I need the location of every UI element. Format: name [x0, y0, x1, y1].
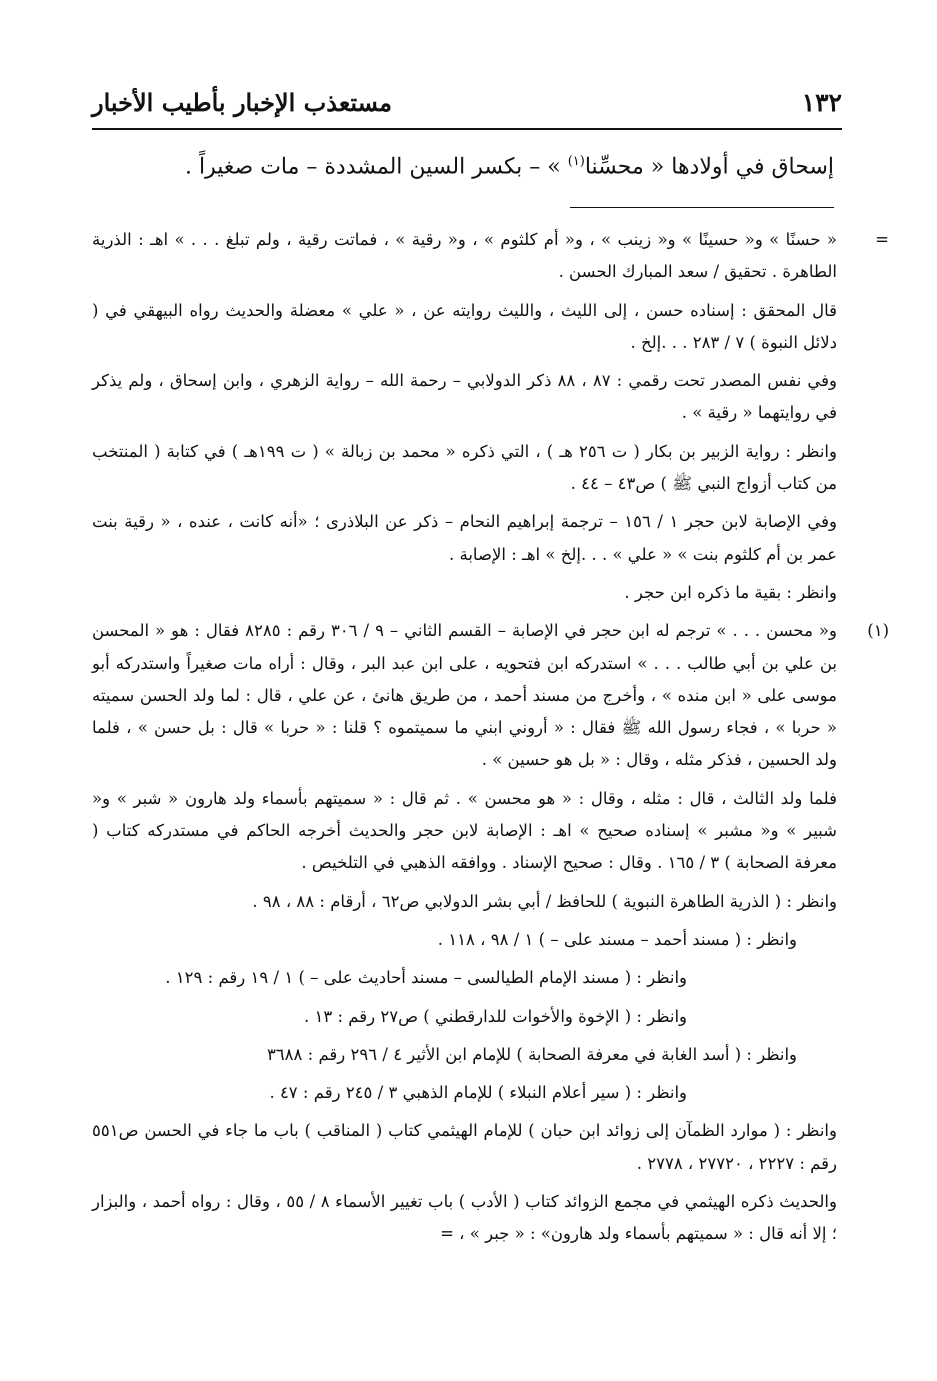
footnote-line: الحسن ص٥٥١ رقم : ٢٢٢٧ ، ٢٧٧٢٠ ، ٢٧٧٨ .: [92, 1121, 837, 1173]
footnote-separator: [570, 207, 834, 208]
footnote-paragraph: [92, 577, 837, 609]
footnote-line: ( المنتخب من كتاب أزواج النبي ﷺ ) ص٤٣ – ٤٤ .: [92, 441, 837, 494]
footnote-paragraph: [92, 506, 837, 571]
footnote-line: وفي الإصابة لابن حجر ١ / ١٥٦ – ترجمة إبراهيم النحام – ذكر عن البلاذرى ؛ «أنه كانت ،: [227, 512, 837, 532]
footnote-paragraph: [92, 886, 837, 918]
footnote-line: قال المحقق : إسناده حسن ، إلى الليث ، والليث روايته عن ، « علي » معضلة والحديث رواه: [189, 300, 837, 320]
footnote-paragraph: [92, 365, 837, 430]
book-title: مستعذب الإخبار بأطيب الأخبار: [92, 88, 392, 117]
main-text: [92, 142, 834, 187]
header-rule: [92, 128, 842, 130]
footnote-line: و« محسن . . . » ترجم له ابن حجر في الإصابة – القسم الثاني – ٩ / ٣٠٦ رقم : ٨٢٨٥ فقال :: [194, 621, 837, 641]
footnote-line: وانظر : رواية الزبير بن بكار ( ت ٢٥٦ هـ ) ، التي ذكره « محمد بن زبالة » ( ت ١٩٩هـ ) في كتابة: [166, 441, 837, 461]
footnote-paragraph: [92, 436, 837, 501]
footnote-paragraph: [92, 1115, 837, 1180]
footnote-reference: (١): [567, 154, 585, 169]
footnote-line: وانظر : ( مسند أحمد – مسند على – ) ١ / ٩٨ ، ١١٨ .: [437, 929, 797, 949]
footnote-line: مستدركه كتاب ( معرفة الصحابة ) ٣ / ١٦٥ . وقال : صحيح الإسناد . ووافقه الذهبي في: [92, 821, 837, 873]
footnote-line: هو « المحسن بن علي بن أبي طالب . . . » استدركه ابن فتحويه ، على ابن عبد البر ، وقال :: [92, 621, 837, 673]
footnote-line: رواه أحمد ، والبزار ؛ إلا أنه قال : « سميتهم بأسماء ولد هارون» : « جبر » ، =: [92, 1192, 837, 1244]
footnote-paragraph: [92, 1001, 837, 1033]
footnote-paragraph: [92, 224, 889, 289]
footnote-line: إسحاق ، ولم يذكر في روايتهما « رقية » .: [92, 371, 837, 423]
footnote-line: وانظر : ( مسند الإمام الطيالسى – مسند أحاديث على – ) ١ / ١٩ رقم : ١٢٩ .: [165, 968, 687, 988]
footnote-paragraph: [92, 962, 837, 994]
main-text-end: » – بكسر السين المشددة – مات صغيراً .: [185, 154, 568, 180]
footnote-line: وانظر : ( الذرية الطاهرة النبوية ) للحافظ / أبي بشر الدولابي ص٦٢ ، أرقام : ٨٨ ، ٩٨ .: [252, 891, 837, 911]
footnote-line: ابني ما سميتموه ؟ قلنا : « حربا » قال : بل حسن » ، فلما ولد الحسين ، فذكر مثله ، وقال :: [92, 718, 837, 770]
footnote-line: « بل هو حسين » .: [481, 750, 611, 770]
footnotes: [92, 224, 889, 1257]
footnote-line: « شبر » و« شبير » و« مشبر » إسناده صحيح » اهـ : الإصابة لابن حجر والحديث أخرجه الحاكم في: [92, 788, 837, 841]
footnote-paragraph: [92, 1186, 837, 1251]
footnote-line: وانظر : ( موارد الظمآن إلى زوائد ابن حبان ) للإمام الهيثمي كتاب ( المناقب ) باب ما جاء في: [197, 1121, 837, 1141]
footnote-paragraph: [92, 295, 837, 360]
footnote-paragraph: [92, 1039, 837, 1071]
footnote-line: وفي نفس المصدر تحت رقمي : ٨٧ ، ٨٨ ذكر الدولابي – رحمة الله – رواية الزهري ، وابن: [222, 371, 837, 391]
footnote-line: وانظر : ( أسد الغابة في معرفة الصحابة ) للإمام ابن الأثير ٤ / ٢٩٦ رقم : ٣٦٨٨: [266, 1044, 797, 1064]
footnote-line: الذرية الطاهرة . تحقيق / سعد المبارك الحسن .: [92, 230, 837, 282]
footnote-line: البيهقي في ( دلائل النبوة ) ٧ / ٢٨٣ . . .إلخ .: [92, 300, 837, 352]
footnote-paragraph: [92, 924, 837, 956]
footnote-line: وانظر : بقية ما ذكره ابن حجر .: [624, 582, 837, 602]
footnote-line: التلخيص .: [301, 853, 368, 873]
footnote-paragraph: [92, 783, 837, 880]
footnote-line: هانئ ، عن علي ، قال : لما ولد الحسن سميته « حربا » ، فجاء رسول الله ﷺ فقال : « أروني: [92, 685, 838, 738]
footnote-paragraph: [92, 1077, 837, 1109]
footnote-line: « حسنًا » و« حسينًا » و« زينب » ، و« أم كلثوم » ، و« رقية » ، فماتت رقية ، ولم تبلغ . . . » اهـ :: [138, 230, 838, 249]
page-number: ١٣٢: [801, 88, 842, 117]
footnote-line: عنده ، « رقية بنت عمر بن أم كلثوم بنت » « علي » . . .إلخ » اهـ : الإصابة .: [92, 512, 837, 564]
footnote-line: فلما ولد الثالث ، قال : مثله ، وقال : « هو محسن » . ثم قال : « سميتهم بأسماء ولد هارون: [184, 788, 837, 808]
footnote-paragraph: [92, 615, 889, 776]
footnote-line: وانظر : ( الإخوة والأخوات للدارقطني ) ص٢٧ رقم : ١٣ .: [303, 1006, 687, 1026]
page-header: [92, 84, 842, 124]
footnote-line: وانظر : ( سير أعلام النبلاء ) للإمام الذهبي ٣ / ٢٤٥ رقم : ٤٧ .: [269, 1083, 687, 1103]
footnote-line: والحديث ذكره الهيثمي في مجمع الزوائد كتاب ( الأدب ) باب تغيير الأسماء ٨ / ٥٥ ، وقال :: [225, 1192, 837, 1212]
main-text-start: إسحاق في أولادها « محسِّنا: [584, 154, 834, 180]
footnote-marker: (١): [867, 621, 889, 641]
footnote-line: أراه مات صغيراً واستدركه أبو موسى على « ابن منده » ، وأخرج من مسند أحمد ، من طريق: [92, 653, 838, 705]
footnote-marker: =: [875, 230, 889, 249]
